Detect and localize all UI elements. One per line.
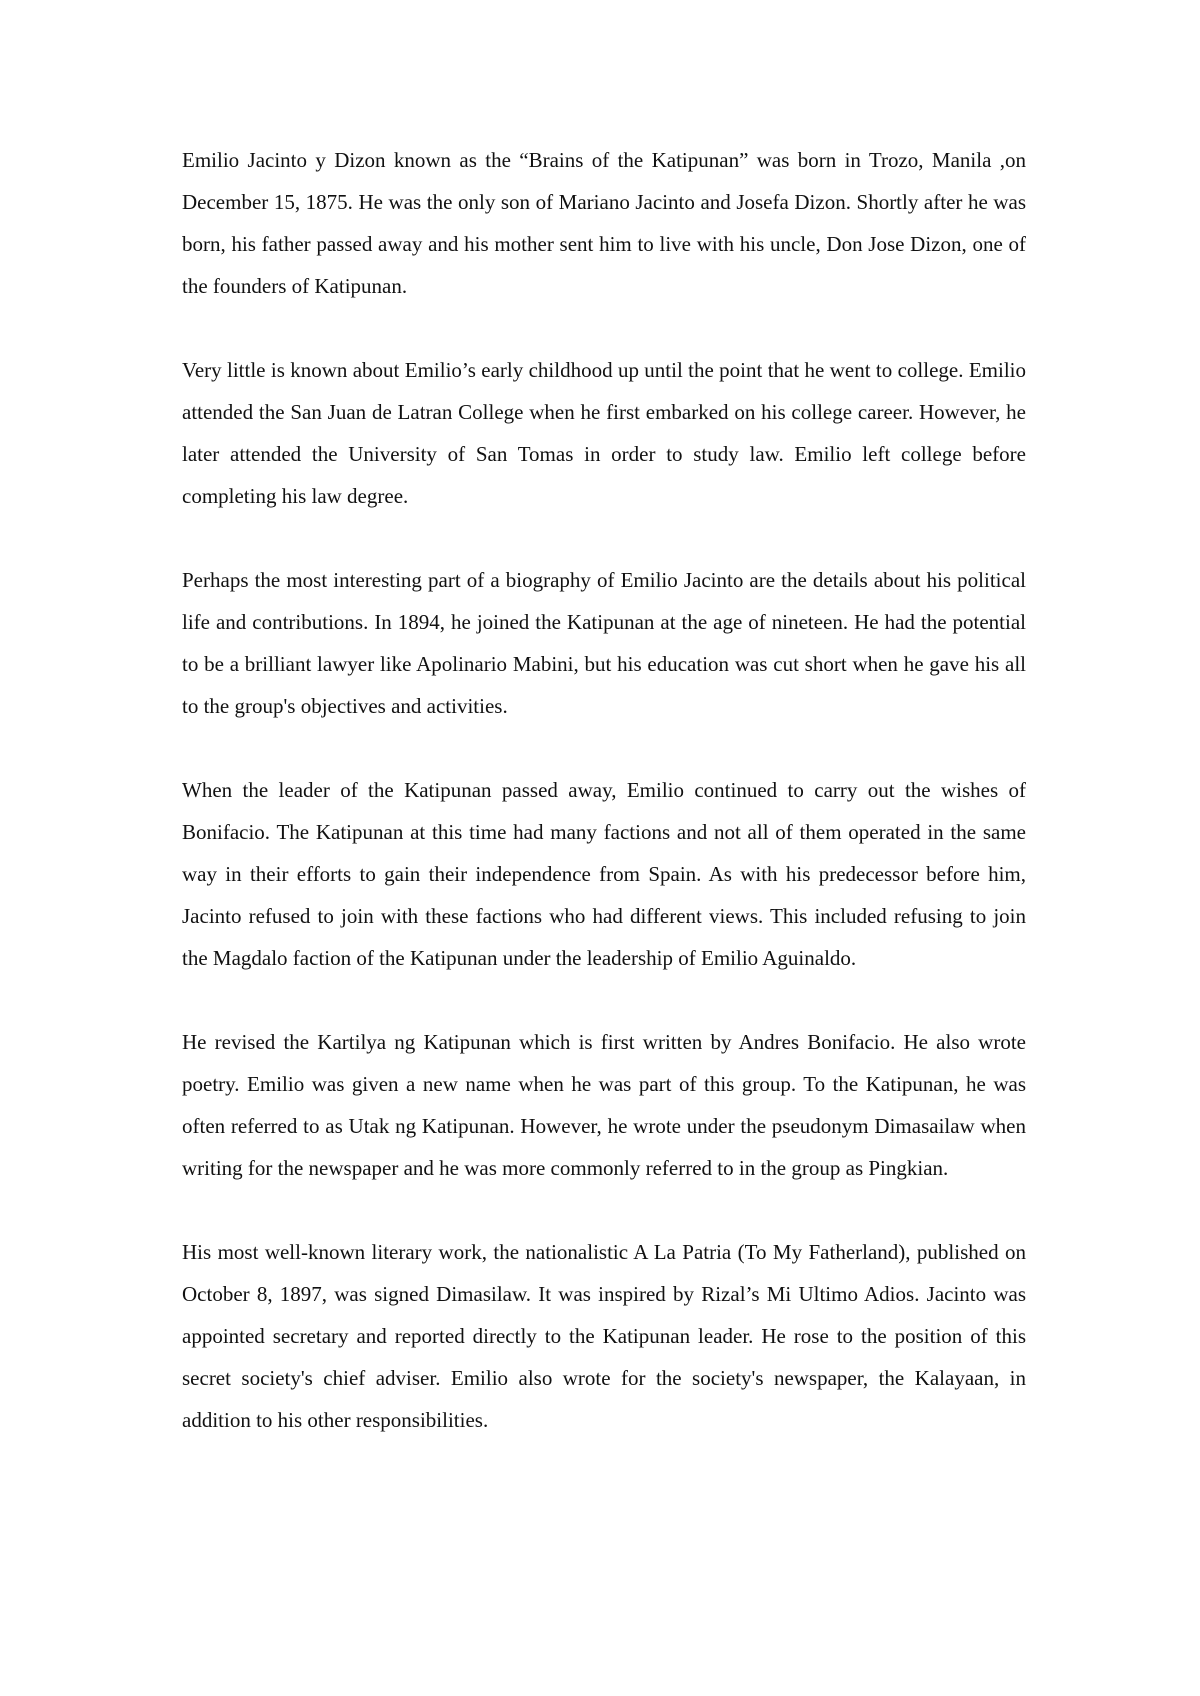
paragraph-birth: Emilio Jacinto y Dizon known as the “Brains of the Katipunan” was born in Trozo, Manila ,on December 15, 1875. He was the only son of Mariano Jacinto and Josefa Dizon. Shortly after he was born, his father passed away and his mother sent him to live with his uncle, Don Jose Dizon, one of the founders of Katipunan. [182, 148, 1026, 298]
paragraph-literary-work: His most well-known literary work, the nationalistic A La Patria (To My Fatherland), published on October 8, 1897, was signed Dimasilaw. It was inspired by Rizal’s Mi Ultimo Adios. Jacinto was appointed secretary and reported directly to the Katipunan leader. He rose to the position of this secret society's chief adviser. Emilio also wrote for the society's newspaper, the Kalayaan, in addition to his other responsibilities. [182, 1240, 1026, 1432]
paragraph-childhood: Very little is known about Emilio’s early childhood up until the point that he went to college. Emilio attended the San Juan de Latran College when he first embarked on his college career. However, he later attended the University of San Tomas in order to study law. Emilio left college before completing his law degree. [182, 358, 1026, 508]
paragraph-factions: When the leader of the Katipunan passed away, Emilio continued to carry out the wishes of Bonifacio. The Katipunan at this time had many factions and not all of them operated in the same way in their efforts to gain their independence from Spain. As with his predecessor before him, Jacinto refused to join with these factions who had different views. This included refusing to join the Magdalo faction of the Katipunan under the leadership of Emilio Aguinaldo. [182, 778, 1026, 970]
paragraph-political-life: Perhaps the most interesting part of a biography of Emilio Jacinto are the details about his political life and contributions. In 1894, he joined the Katipunan at the age of nineteen. He had the potential to be a brilliant lawyer like Apolinario Mabini, but his education was cut short when he gave his all to the group's objectives and activities. [182, 568, 1026, 718]
document-body [182, 139, 1026, 1483]
paragraph-kartilya: He revised the Kartilya ng Katipunan which is first written by Andres Bonifacio. He also wrote poetry. Emilio was given a new name when he was part of this group. To the Katipunan, he was often referred to as Utak ng Katipunan. However, he wrote under the pseudonym Dimasailaw when writing for the newspaper and he was more commonly referred to in the group as Pingkian. [182, 1030, 1026, 1180]
